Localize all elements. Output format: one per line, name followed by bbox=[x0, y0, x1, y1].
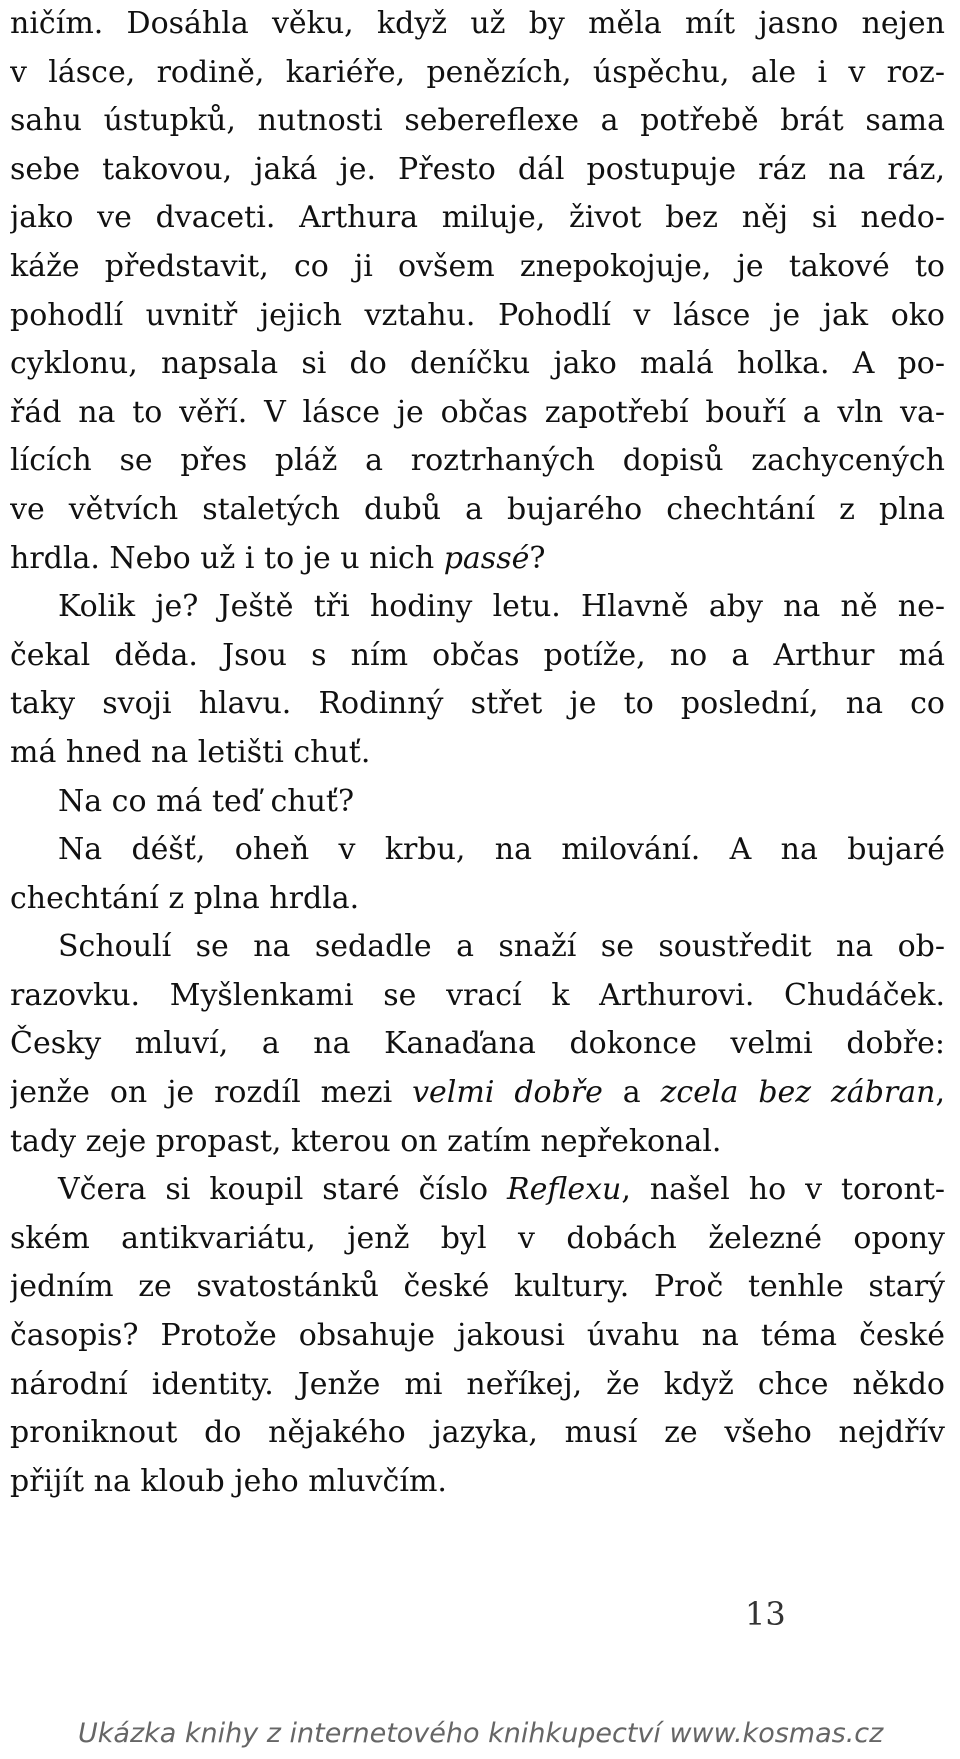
text-line: jako ve dvaceti. Arthura miluje, život bez něj si nedo- bbox=[10, 200, 945, 236]
text-line: proniknout do nějakého jazyka, musí ze všeho nejdřív bbox=[10, 1415, 945, 1451]
text-line: v lásce, rodině, kariéře, penězích, úspěchu, ale i v roz- bbox=[10, 54, 945, 90]
text-line: jedním ze svatostánků české kultury. Proč tenhle starý bbox=[10, 1269, 945, 1305]
text-line: taky svoji hlavu. Rodinný střet je to poslední, na co bbox=[10, 686, 945, 722]
text-line: časopis? Protože obsahuje jakousi úvahu na téma české bbox=[10, 1318, 945, 1354]
text-line: Na déšť, oheň v krbu, na milování. A na bujaré bbox=[58, 832, 945, 868]
text-line: hrdla. Nebo už i to je u nich passé? bbox=[10, 540, 546, 576]
italic-text: zcela bez zábran bbox=[660, 1075, 936, 1111]
text-line: má hned na letišti chuť. bbox=[10, 734, 371, 770]
text-line: sebe takovou, jaká je. Přesto dál postupuje ráz na ráz, bbox=[10, 151, 945, 187]
book-page bbox=[10, 0, 945, 1759]
body-text bbox=[10, 0, 945, 1506]
text-line: čekal děda. Jsou s ním občas potíže, no a Arthur má bbox=[10, 637, 945, 673]
text-line: jenže on je rozdíl mezi velmi dobře a zcela bez zábran, bbox=[10, 1075, 945, 1111]
text-line: Na co má teď chuť? bbox=[58, 783, 355, 819]
text-line: tady zeje propast, kterou on zatím nepřekonal. bbox=[10, 1123, 722, 1159]
text-line: chechtání z plna hrdla. bbox=[10, 880, 360, 916]
italic-text: velmi dobře bbox=[412, 1075, 603, 1111]
text-line: lících se přes pláž a roztrhaných dopisů zachycených bbox=[10, 443, 945, 479]
page-number: 13 bbox=[745, 1595, 786, 1633]
text-line: cyklonu, napsala si do deníčku jako malá holka. A po- bbox=[10, 346, 945, 382]
text-line: přijít na kloub jeho mluvčím. bbox=[10, 1463, 447, 1499]
footer-watermark: Ukázka knihy z internetového knihkupectví www.kosmas.cz bbox=[78, 1718, 884, 1749]
text-line: razovku. Myšlenkami se vrací k Arthurovi. Chudáček. bbox=[10, 977, 945, 1013]
text-line: Česky mluví, a na Kanaďana dokonce velmi dobře: bbox=[10, 1026, 945, 1062]
text-line: sahu ústupků, nutnosti sebereflexe a potřebě brát sama bbox=[10, 103, 945, 139]
italic-text: passé bbox=[443, 540, 530, 576]
text-line: káže představit, co ji ovšem znepokojuje, je takové to bbox=[10, 248, 945, 284]
italic-text: Reflexu bbox=[507, 1172, 622, 1208]
text-line: Schoulí se na sedadle a snaží se soustředit na ob- bbox=[58, 929, 945, 965]
text-line: pohodlí uvnitř jejich vztahu. Pohodlí v lásce je jak oko bbox=[10, 297, 945, 333]
text-line: řád na to věří. V lásce je občas zapotřebí bouří a vln va- bbox=[10, 394, 945, 430]
text-line: ničím. Dosáhla věku, když už by měla mít jasno nejen bbox=[10, 6, 945, 41]
text-line: Kolik je? Ještě tři hodiny letu. Hlavně aby na ně ne- bbox=[58, 589, 945, 625]
text-line: ském antikvariátu, jenž byl v dobách železné opony bbox=[10, 1220, 945, 1256]
text-line: Včera si koupil staré číslo Reflexu, našel ho v toront- bbox=[58, 1172, 945, 1208]
text-line: národní identity. Jenže mi neříkej, že když chce někdo bbox=[10, 1366, 945, 1402]
text-line: ve větvích staletých dubů a bujarého chechtání z plna bbox=[10, 491, 945, 527]
